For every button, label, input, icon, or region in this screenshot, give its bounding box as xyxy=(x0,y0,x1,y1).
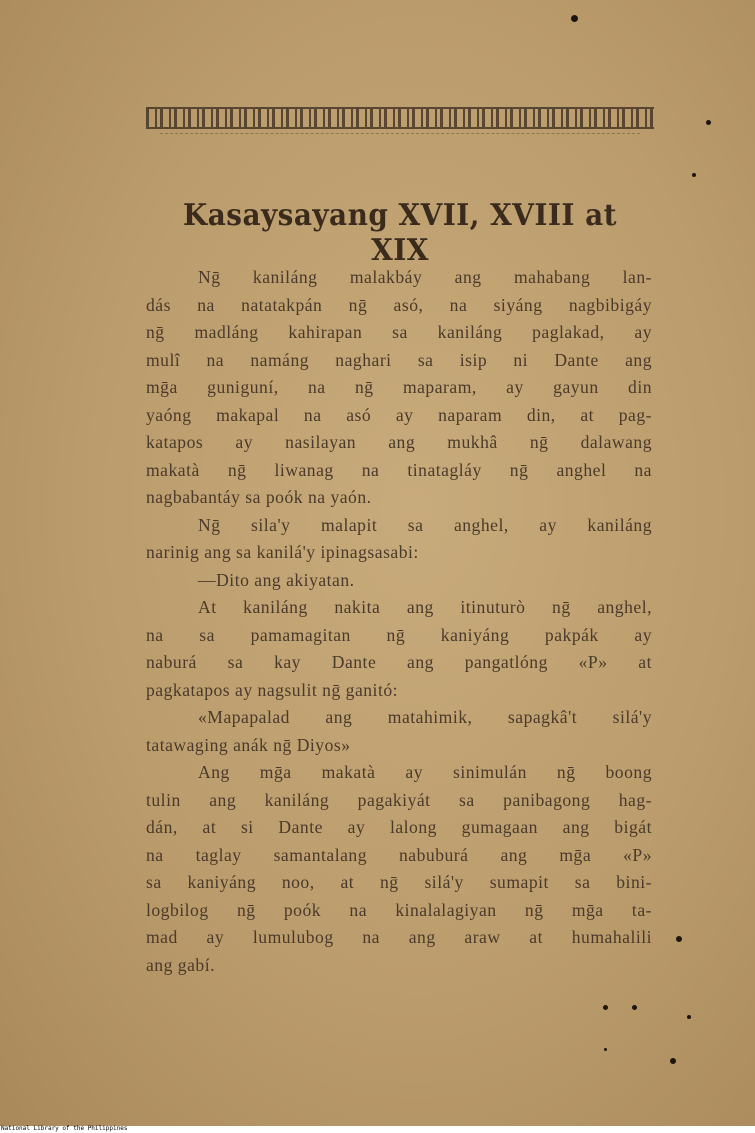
library-credit: National Library of the Philippines xyxy=(1,1125,128,1132)
ink-spot xyxy=(603,1005,608,1010)
text-line: —Dito ang akiyatan. xyxy=(198,569,355,590)
ink-spot xyxy=(604,1048,607,1051)
ink-spot xyxy=(692,173,696,177)
greek-key-ornament xyxy=(146,107,654,129)
text-line: dán, at si Dante ay lalong gumagaan ang bigát xyxy=(146,817,652,837)
text-line: nḡ madláng kahirapan sa kaniláng paglakad, ay xyxy=(146,322,652,342)
text-line: naburá sa kay Dante ang pangatlóng «P» at xyxy=(146,652,652,672)
text-line: makatà nḡ liwanag na tinatagláy nḡ anghel na xyxy=(146,459,652,480)
text-line: pagkatapos ay nagsulit nḡ ganitó: xyxy=(146,679,399,700)
body-text xyxy=(146,264,652,979)
text-line: narinig ang sa kanilá'y ipinagsasabi: xyxy=(146,542,419,562)
text-line: At kaniláng nakita ang itinuturò nḡ anghel, xyxy=(198,597,652,617)
text-line: Ang mḡa makatà ay sinimulán nḡ boong xyxy=(198,762,652,782)
text-line: Nḡ kaniláng malakbáy ang mahabang lan- xyxy=(198,267,652,287)
scan-footer xyxy=(0,1126,755,1133)
text-line: yaóng makapal na asó ay naparam din, at pag- xyxy=(146,404,652,425)
text-line: na taglay samantalang nabuburá ang mḡa «P» xyxy=(146,844,652,865)
text-line: logbilog nḡ poók na kinalalagiyan nḡ mḡa ta- xyxy=(146,899,652,920)
ink-spot xyxy=(706,120,711,125)
ink-spot xyxy=(676,936,682,942)
text-line: nagbabantáy sa poók na yaón. xyxy=(146,487,372,507)
ink-spot xyxy=(632,1005,637,1010)
text-line: mḡa guniguní, na nḡ maparam, ay gayun din xyxy=(146,377,652,397)
text-line: mad ay lumulubog na ang araw at humahalili xyxy=(146,927,652,947)
ink-spot xyxy=(687,1015,691,1019)
ornament-wave-rule xyxy=(160,131,640,134)
text-line: katapos ay nasilayan ang mukhâ nḡ dalawang xyxy=(146,432,652,452)
text-line: na sa pamamagitan nḡ kaniyáng pakpák ay xyxy=(146,624,652,645)
text-line: sa kaniyáng noo, at nḡ silá'y sumapit sa bini- xyxy=(146,872,652,892)
chapter-heading: Kasaysayang XVII, XVIII at XIX xyxy=(183,198,617,268)
text-line: «Mapapalad ang matahimik, sapagkâ't silá'y xyxy=(198,707,652,727)
text-line: ang gabí. xyxy=(146,954,215,975)
text-line: Nḡ sila'y malapit sa anghel, ay kaniláng xyxy=(198,514,652,535)
ink-spot xyxy=(670,1058,676,1064)
text-line: tulin ang kaniláng pagakiyát sa panibagong hag- xyxy=(146,789,652,810)
text-line: tatawaging anák nḡ Diyos» xyxy=(146,734,351,755)
text-line: dás na natatakpán nḡ asó, na siyáng nagbibigáy xyxy=(146,294,652,315)
text-line: mulî na namáng naghari sa isip ni Dante ang xyxy=(146,349,652,370)
ink-spot xyxy=(571,15,578,22)
